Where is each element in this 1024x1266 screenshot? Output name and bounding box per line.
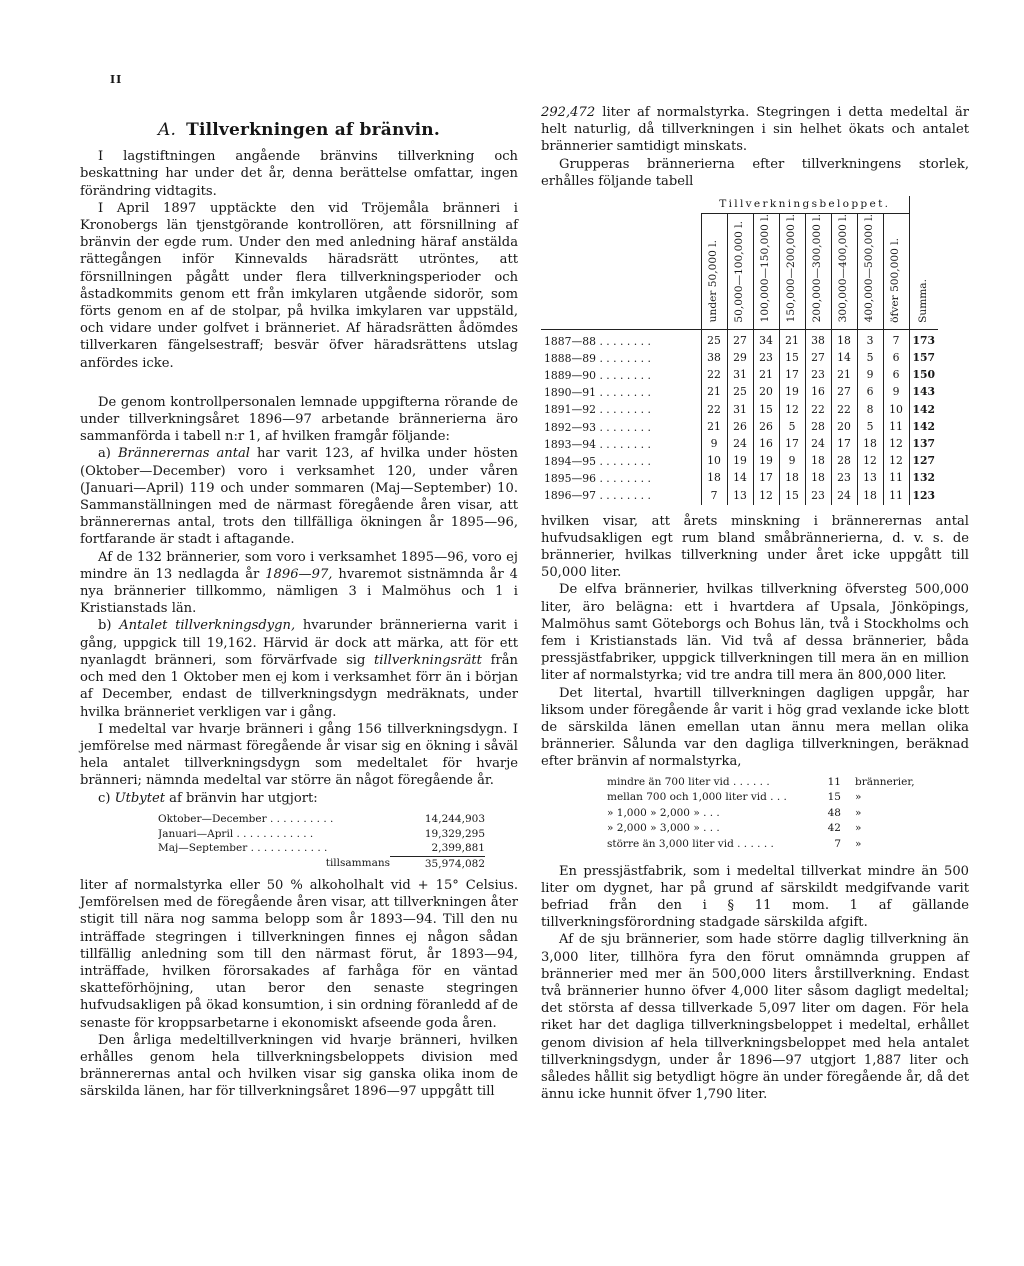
- table-cell: 38: [805, 329, 831, 350]
- table-cell: 12: [857, 453, 883, 470]
- output-unit: »: [855, 806, 862, 819]
- table-cell: 3: [857, 329, 883, 350]
- output-row: [607, 821, 969, 837]
- table-cell: 18: [779, 470, 805, 487]
- yield-ledger: [158, 812, 503, 872]
- term-distillery-count: Brännerernas antal: [117, 446, 250, 462]
- paragraph-production-days: [80, 617, 518, 720]
- ledger-label: Oktober—December . . . . . . . . . .: [158, 812, 334, 825]
- table-cell: 25: [727, 384, 753, 401]
- table-cell: 14: [831, 350, 857, 367]
- row-sum: 142: [909, 401, 938, 418]
- table-cell: 18: [805, 453, 831, 470]
- table-cell: 11: [883, 419, 909, 436]
- table-cell: 27: [831, 384, 857, 401]
- table-cell: 20: [831, 419, 857, 436]
- table-cell: 7: [701, 487, 727, 504]
- table-cell: 27: [805, 350, 831, 367]
- paragraph-average-result: [541, 104, 969, 156]
- table-row: [541, 367, 938, 384]
- table-cell: 15: [753, 401, 779, 418]
- row-sum: 150: [909, 367, 938, 384]
- table-cell: 12: [779, 401, 805, 418]
- paragraph-control-data: De genom kontrollpersonalen lemnade uppgifterna rörande de under tillverkningsåret 1896—97 arbetande brännerierna äro sammanförda i tabell n:r 1, af hvilken framgår följande:: [80, 394, 518, 445]
- table-cell: 28: [831, 453, 857, 470]
- table-cell: 22: [701, 367, 727, 384]
- paragraph-distillery-count: [80, 445, 518, 548]
- table-row: [541, 453, 938, 470]
- output-row: [607, 790, 969, 806]
- distillery-count-text: har varit 123, af hvilka under hösten (Oktober—December) voro i verksamhet 120, under våren (Januari—April) 119 och under sommaren (Maj—September) 10. Sammanställningen med de närmast föregående åren visar, att brännerernas antal, trots den tillfälliga ökningen år 1895—96, fortfarande är stadt i aftagande.: [80, 446, 518, 548]
- column-header: 50,000—100,000 l.: [727, 214, 753, 329]
- term-production-days: Antalet tillverkningsdygn,: [119, 618, 296, 634]
- section-letter: A.: [158, 120, 177, 140]
- table-cell: 23: [805, 367, 831, 384]
- table-cell: 17: [779, 436, 805, 453]
- paragraph-yeast-factory: En pressjästfabrik, som i medeltal tillverkat mindre än 500 liter om dygnet, har på grund af särskildt medgifvande varit befriad från den i § 11 mom. 1 af gällande tillverkningsförordning stadgade särskilda afgift.: [541, 863, 969, 931]
- table-cell: 12: [883, 453, 909, 470]
- output-unit: »: [855, 791, 862, 804]
- table-cell: 19: [779, 384, 805, 401]
- table-cell: 24: [831, 487, 857, 504]
- table-group-title: Tillverkningsbeloppet.: [701, 196, 909, 214]
- row-year: 1892—93 . . . . . . . .: [544, 420, 651, 434]
- ledger-row: [158, 841, 503, 856]
- output-range: mindre än 700 liter vid . . . . . .: [607, 775, 770, 788]
- table-row: [541, 487, 938, 504]
- table-cell: 12: [753, 487, 779, 504]
- table-cell: 23: [805, 487, 831, 504]
- table-cell: 9: [701, 436, 727, 453]
- paragraph-closed-distilleries: [80, 549, 518, 618]
- table-cell: 25: [701, 329, 727, 350]
- row-year: 1888—89 . . . . . . . .: [544, 351, 651, 365]
- ledger-label: Maj—September . . . . . . . . . . . .: [158, 842, 328, 855]
- table-cell: 23: [753, 350, 779, 367]
- output-range: » 1,000 » 2,000 » . . .: [607, 806, 720, 819]
- table-cell: 17: [779, 367, 805, 384]
- table-cell: 24: [805, 436, 831, 453]
- table-row: [541, 350, 938, 367]
- table-cell: 5: [779, 419, 805, 436]
- paragraph-embezzlement: I April 1897 upptäckte den vid Tröjemåla bränneri i Kronobergs län tjenstgörande kontrollören, att försnillning af bränvin der egde rum. Under den med anledning häraf anstälda rättegången inför Kinnevalds häradsrätt utröntes, att försnillningen pågått under flera tillverkningsperioder och åstadkommits genom ett från imkylaren utgående sidorör, som förts genom en af de stolpar, på hvilka imkylaren var uppstäld, och vidare under golfvet i bränneriet. Af häradsrätten ådömdes tillverkaren fängelsestraff; besvär öfver häradsrättens utslag anfördes icke.: [80, 200, 518, 371]
- table-cell: 29: [727, 350, 753, 367]
- row-year: 1894—95 . . . . . . . .: [544, 454, 651, 468]
- table-cell: 21: [701, 419, 727, 436]
- table-cell: 18: [857, 436, 883, 453]
- ledger-value: 14,244,903: [424, 812, 485, 825]
- production-table-body: [541, 329, 938, 505]
- table-cell: 20: [753, 384, 779, 401]
- row-sum: 127: [909, 453, 938, 470]
- column-header: 300,000—400,000 l.: [831, 214, 857, 329]
- paragraph-yield-intro: [80, 790, 518, 807]
- paragraph-legislation: I lagstiftningen angående bränvins tillverkning och beskattning har under det år, denna berättelse omfattar, ingen förändring vidtagits.: [80, 149, 518, 199]
- table-cell: 11: [883, 487, 909, 504]
- row-sum: 123: [909, 487, 938, 504]
- table-cell: 22: [831, 401, 857, 418]
- table-cell: 17: [753, 470, 779, 487]
- table-cell: 17: [831, 436, 857, 453]
- ledger-value: 35,974,082: [390, 856, 485, 872]
- table-cell: 15: [779, 350, 805, 367]
- table-cell: 10: [883, 401, 909, 418]
- output-count: 11: [827, 775, 841, 788]
- output-row: [607, 837, 969, 853]
- row-sum: 173: [909, 329, 938, 350]
- row-year: 1893—94 . . . . . . . .: [544, 437, 651, 451]
- table-row: [541, 419, 938, 436]
- output-range: större än 3,000 liter vid . . . . . .: [607, 838, 774, 851]
- table-corner: [541, 196, 701, 214]
- table-cell: 6: [883, 367, 909, 384]
- row-year: 1889—90 . . . . . . . .: [544, 368, 651, 382]
- yield-intro-text: af bränvin har utgjort:: [169, 790, 318, 806]
- item-marker-b: b): [98, 618, 112, 634]
- column-header: 200,000—300,000 l.: [805, 214, 831, 329]
- column-header: 400,000—500,000 l.: [857, 214, 883, 329]
- table-cell: 12: [883, 436, 909, 453]
- output-count: 7: [834, 838, 841, 851]
- closed-year: 1896—97,: [265, 566, 333, 582]
- table-cell: 9: [857, 367, 883, 384]
- row-year: 1896—97 . . . . . . . .: [544, 489, 651, 503]
- output-row: [607, 775, 969, 791]
- paragraph-grouping: Grupperas brännerierna efter tillverkningens storlek, erhålles följande tabell: [541, 156, 969, 189]
- right-column: [541, 104, 969, 1103]
- table-cell: 15: [779, 487, 805, 504]
- ledger-row: [158, 812, 503, 827]
- table-cell: 19: [727, 453, 753, 470]
- table-cell: 23: [831, 470, 857, 487]
- page-number: II: [110, 73, 123, 86]
- table-row: [541, 384, 938, 401]
- output-count: 42: [827, 822, 841, 835]
- production-days-text-b: från och med den 1 Oktober men ej kom i verksamhet förr än i början af December, endast de tillverkningsdygn medräknats, under hvilka bränneriet verkligen var i gång.: [80, 652, 518, 720]
- table-cell: 16: [805, 384, 831, 401]
- table-cell: 38: [701, 350, 727, 367]
- table-cell: 5: [857, 419, 883, 436]
- table-cell: 13: [727, 487, 753, 504]
- row-sum: 157: [909, 350, 938, 367]
- table-cell: 18: [701, 470, 727, 487]
- paragraph-daily-output: Det litertal, hvartill tillverkningen dagligen uppgår, har liksom under föregående år varit i hög grad vexlande icke blott de särskilda länen emellan utan ännu mera mellan olika brännerier. Sålunda var den dagliga tillverkningen, beräknad efter bränvin af normalstyrka,: [541, 685, 969, 770]
- output-range: » 2,000 » 3,000 » . . .: [607, 822, 720, 835]
- table-cell: 6: [857, 384, 883, 401]
- section-heading: [80, 122, 518, 139]
- table-cell: 18: [857, 487, 883, 504]
- table-cell: 18: [805, 470, 831, 487]
- output-count: 48: [827, 806, 841, 819]
- daily-output-list: [607, 775, 969, 853]
- ledger-label: tillsammans: [325, 857, 390, 870]
- table-row: [541, 329, 938, 350]
- table-cell: 26: [727, 419, 753, 436]
- table-cell: 21: [831, 367, 857, 384]
- table-cell: 10: [701, 453, 727, 470]
- ledger-row: [158, 827, 503, 842]
- row-sum: 143: [909, 384, 938, 401]
- paragraph-annual-average: Den årliga medeltillverkningen vid hvarje bränneri, hvilken erhålles genom hela tillverkningsbeloppets division med brännerernas antal och hvilken visar sig ganska olika inom de särskilda länen, har för tillverkningsåret 1896—97 uppgått till: [80, 1032, 518, 1100]
- table-cell: 21: [753, 367, 779, 384]
- section-title: Tillverkningen af bränvin.: [186, 120, 440, 140]
- table-cell: 28: [805, 419, 831, 436]
- row-year: 1890—91 . . . . . . . .: [544, 386, 651, 400]
- table-cell: 31: [727, 401, 753, 418]
- paragraph-yield-comparison: liter af normalstyrka eller 50 % alkoholhalt vid + 15° Celsius. Jemförelsen med de föregående åren visar, att tillverkningen åter stigit till nära nog samma belopp som år 1893—94. Till den nu inträffade stegringen i tillverkningen finnes ej någon sådan tillfällig anledning som till den närmast förut, år 1893—94, inträffade, hvilken förorsakades af farhåga för en väntad skatteförhöjning, utan beror den senaste stegringen hufvudsakligen på ökad konsumtion, i sin ordning föranledd af de senaste för kroppsarbetarne i ekonomiskt afseende goda åren.: [80, 877, 518, 1031]
- table-cell: 9: [883, 384, 909, 401]
- table-cell: 11: [883, 470, 909, 487]
- row-sum: 137: [909, 436, 938, 453]
- output-range: mellan 700 och 1,000 liter vid . . .: [607, 791, 787, 804]
- table-cell: 31: [727, 367, 753, 384]
- paragraph-largest-daily: Af de sju brännerier, som hade större daglig tillverkning än 3,000 liter, tillhöra fyra den förut omnämnda gruppen af brännerier med mer än 500,000 liters årstillverkning. Endast två brännerier hunno öfver 4,000 liter såsom dagligt medeltal; det största af dessa tillverkade 5,097 liter om dagen. För hela riket har det dagliga tillverkningsbeloppet i medeltal, erhållet genom division af hela tillverkningsbeloppet med hela antalet tillverkningsdygn, under år 1896—97 utgjort 1,887 liter och således hållit sig betydligt högre än under föregående år, då det ännu icke hunnit öfver 1,790 liter.: [541, 932, 969, 1103]
- paragraph-small-distilleries: hvilken visar, att årets minskning i brännerernas antal hufvudsakligen egt rum bland småbrännerierna, d. v. s. de brännerier, hvilkas tillverkning under året icke uppgått till 50,000 liter.: [541, 513, 969, 581]
- production-table-wrap: [541, 196, 969, 505]
- output-count: 15: [827, 791, 841, 804]
- closed-text-a: Af de 132 brännerier, som voro i verksamhet 1895—96, voro ej mindre än 13 nedlagda år: [80, 549, 518, 582]
- row-year: 1891—92 . . . . . . . .: [544, 403, 651, 417]
- table-row: [541, 401, 938, 418]
- ledger-row: [158, 856, 503, 872]
- paragraph-large-distilleries: De elfva brännerier, hvilkas tillverkning öfversteg 500,000 liter, äro belägna: ett i hvartdera af Upsala, Jönköpings, Malmöhus samt Göteborgs och Bohus län, två i Stockholms och fem i Kristianstads län. Vid två af dessa brännerier, båda pressjästfabriker, uppgick tillverkningen till mera än en million liter af normalstyrka; vid tre andra till mera än 800,000 liter.: [541, 582, 969, 684]
- ledger-value: 19,329,295: [424, 827, 485, 840]
- table-cell: 14: [727, 470, 753, 487]
- table-cell: 7: [883, 329, 909, 350]
- ledger-label: Januari—April . . . . . . . . . . . .: [158, 827, 314, 840]
- item-marker-a: a): [98, 446, 111, 462]
- table-cell: 5: [857, 350, 883, 367]
- table-cell: 27: [727, 329, 753, 350]
- table-cell: 6: [883, 350, 909, 367]
- table-cell: 21: [779, 329, 805, 350]
- output-unit: »: [855, 822, 862, 835]
- production-table: [541, 196, 938, 505]
- table-cell: 22: [701, 401, 727, 418]
- average-result-text: liter af normalstyrka. Stegringen i detta medeltal är helt naturlig, då tillverkningen i sin helhet ökats och antalet brännerier samtidigt minskats.: [541, 105, 970, 155]
- output-unit: brännerier,: [855, 775, 915, 788]
- ledger-value: 2,399,881: [431, 842, 485, 855]
- table-cell: 9: [779, 453, 805, 470]
- row-sum: 142: [909, 419, 938, 436]
- table-cell: 24: [727, 436, 753, 453]
- table-cell: 19: [753, 453, 779, 470]
- column-header: öfver 500,000 l.: [883, 214, 909, 329]
- table-cell: 13: [857, 470, 883, 487]
- term-yield: Utbytet: [114, 790, 165, 806]
- table-cell: 18: [831, 329, 857, 350]
- table-row: [541, 436, 938, 453]
- row-year: 1887—88 . . . . . . . .: [544, 334, 651, 348]
- average-liters: 292,472: [541, 105, 596, 120]
- table-cell: 21: [701, 384, 727, 401]
- column-header: 150,000—200,000 l.: [779, 214, 805, 329]
- row-sum: 132: [909, 470, 938, 487]
- table-cell: 8: [857, 401, 883, 418]
- paragraph-average-days: I medeltal var hvarje bränneri i gång 156 tillverkningsdygn. I jemförelse med närmast föregående år visar sig en ökning i såväl hela antalet tillverkningsdygn som medeltalet för hvarje bränneri; nämnda medeltal var större än något föregående år.: [80, 721, 518, 789]
- term-production-right: tillverkningsrätt: [374, 652, 482, 668]
- table-cell: 34: [753, 329, 779, 350]
- output-unit: »: [855, 838, 862, 851]
- item-marker-c: c): [98, 790, 111, 806]
- column-header: Summa.: [909, 196, 938, 329]
- left-column: [80, 104, 518, 1101]
- table-cell: 16: [753, 436, 779, 453]
- column-header: under 50,000 l.: [701, 214, 727, 329]
- row-year: 1895—96 . . . . . . . .: [544, 472, 651, 486]
- table-cell: 22: [805, 401, 831, 418]
- production-days-text-a: hvarunder brännerierna varit i gång, uppgick till 19,162. Härvid är dock att märka, att för ett nyanlagdt bränneri, som förvärfvade sig: [80, 618, 518, 668]
- table-cell: 26: [753, 419, 779, 436]
- column-header: 100,000—150,000 l.: [753, 214, 779, 329]
- closed-text-b: hvaremot sistnämnda år 4 nya brännerier tillkommo, nämligen 3 i Malmöhus och 1 i Kristianstads län.: [80, 566, 518, 617]
- table-corner-2: [541, 214, 701, 329]
- output-row: [607, 806, 969, 822]
- table-row: [541, 470, 938, 487]
